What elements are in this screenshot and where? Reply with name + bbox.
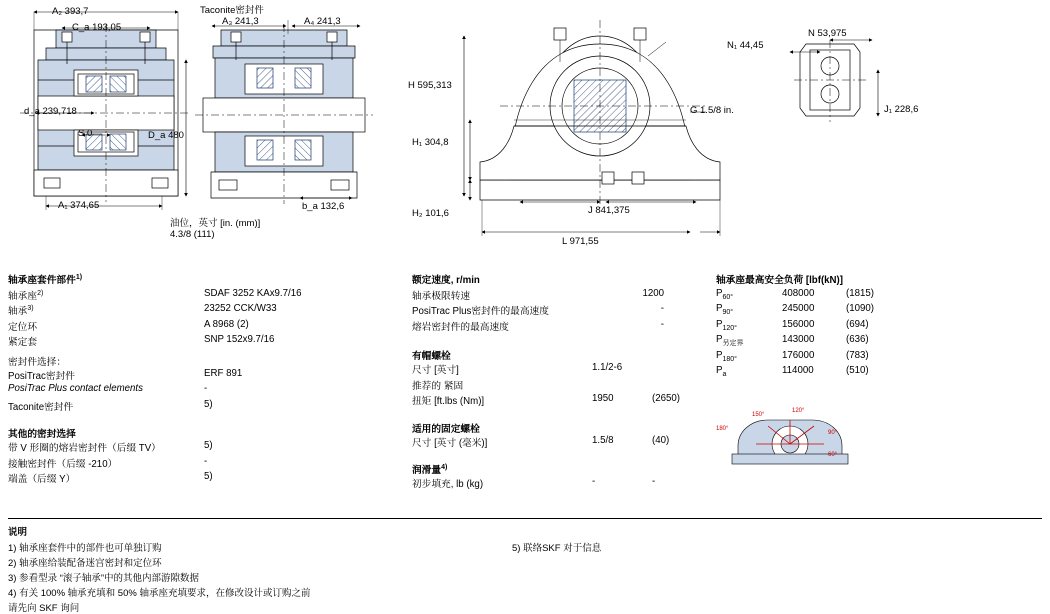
- seal-header: 密封件选择：: [8, 356, 67, 368]
- technical-drawings: [0, 0, 1050, 262]
- dim-h2: H₂ 101,6: [412, 208, 449, 219]
- hold-down-bolts-title: 适用的固定螺栓: [412, 423, 480, 435]
- svg-text:120°: 120°: [792, 408, 805, 414]
- row-adapter-sleeve: 紧定套 SNP 152x9.7/16: [8, 334, 275, 348]
- row-taconite-seal: Taconite密封件 5): [8, 398, 213, 413]
- row-end-cover: 端盖（后缀 Y） 5): [8, 471, 213, 485]
- row-cap-size: 尺寸 [英寸] 1.1/2-6: [412, 362, 623, 376]
- dim-g: G 1.5/8 in.: [690, 105, 734, 116]
- row-p120: $P_{120^\circ}$ 156000 (694): [716, 318, 869, 332]
- row-bearing-limit-speed: 轴承极限转速 1200: [412, 287, 664, 302]
- footnote-right: 5) 联络SKF 对于信息: [512, 543, 602, 554]
- max-safe-load-table: [716, 272, 1046, 381]
- footnote-title: 说明: [8, 527, 28, 538]
- row-housing: 轴承座$^{2)}$ SDAF 3252 KAx9.7/16: [8, 287, 302, 302]
- row-contact-seal: 接触密封件（后缀 -210） -: [8, 455, 208, 470]
- dim-h: H 595,313: [408, 80, 452, 91]
- row-cap-torque: 扭矩 [ft.lbs (Nm)] 1950 (2650): [412, 393, 681, 407]
- row-v-ring-seal: 带 V 形圈的熔岩密封件（后缀 TV） 5): [8, 440, 213, 454]
- row-p180: $P_{180^\circ}$ 176000 (783): [716, 349, 869, 363]
- row-lava-seal-speed: 熔岩密封件的最高速度 -: [412, 318, 664, 333]
- speed-title: 额定速度, r/min: [412, 275, 480, 286]
- oil-level-value: 4.3/8 (111): [170, 229, 215, 240]
- footnote-4: 4) 有关 100% 轴承充填和 50% 轴承座充填要求，在修改设计或订购之前: [8, 588, 311, 599]
- svg-text:60°: 60°: [828, 452, 838, 458]
- lubrication-title: 润滑量$^{4)}$: [412, 463, 448, 476]
- dim-da-big: D_a 480: [148, 130, 184, 141]
- row-positrac-seal: PosiTrac密封件 ERF 891: [8, 367, 243, 382]
- right-table-title: 轴承座最高安全负荷 [lbf(kN)]: [716, 275, 844, 286]
- row-bolt-size: 尺寸 [英寸 (毫米)] 1.5/8 (40): [412, 434, 670, 449]
- footnote-1: 1) 轴承座套件中的部件也可单独订购: [8, 543, 162, 554]
- speed-and-bolts-table: [412, 272, 712, 492]
- footer-divider: [8, 518, 1042, 519]
- dim-a4: A₄ 241,3: [304, 16, 341, 27]
- dim-n: N 53,975: [808, 28, 847, 39]
- taconite-title: Taconite密封件: [200, 5, 264, 16]
- svg-text:180°: 180°: [716, 426, 729, 432]
- dim-j: J 841,375: [588, 205, 630, 216]
- dim-a2: A₂ 393,7: [52, 6, 89, 17]
- dim-l: L 971,55: [562, 236, 599, 247]
- row-initial-fill: 初步填充, lb (kg) - -: [412, 476, 656, 490]
- row-p90: $P_{90^\circ}$ 245000 (1090): [716, 303, 875, 316]
- dim-ca: C_a 193,05: [72, 22, 122, 33]
- row-p150: $P_{另定界}$ 143000 (636): [716, 334, 869, 347]
- dim-j1: J₁ 228,6: [884, 104, 919, 115]
- left-table-title: 轴承座套件部件$^{1)}$: [8, 273, 83, 286]
- footnote-2: 2) 轴承座给装配备迷宫密封和定位环: [8, 558, 162, 569]
- row-cap-tighten: 推荐的 紧固: [412, 380, 464, 392]
- dim-h1: H₁ 304,8: [412, 137, 449, 148]
- row-positrac-plus: PosiTrac Plus contact elements -: [8, 383, 208, 394]
- dim-da-small: d_a 239,718: [24, 106, 77, 117]
- row-p60: $P_{60^\circ}$ 408000 (1815): [716, 287, 875, 301]
- dim-s: S 0: [78, 128, 93, 139]
- dim-a1: A₁ 374,65: [58, 200, 100, 211]
- row-positrac-plus-speed: PosiTrac Plus密封件的最高速度 -: [412, 303, 664, 317]
- row-bearing: 轴承$^{3)}$ 23252 CCK/W33: [8, 303, 277, 317]
- footnote-3: 3) 参看型录 “滚子轴承”中的其他内部游隙数据: [8, 573, 200, 584]
- footnote-5: 请先向 SKF 询问: [8, 603, 80, 614]
- dim-ba: b_a 132,6: [302, 201, 345, 212]
- oil-level-title: 油位，英寸 [in. (mm)]: [170, 218, 261, 229]
- row-pa: $P_a$ 114000 (510): [716, 365, 869, 378]
- dim-a3: A₃ 241,3: [222, 16, 259, 27]
- other-seals-header: 其他的密封选择: [8, 429, 76, 440]
- dim-n1: N₁ 44,45: [727, 40, 764, 51]
- svg-text:150°: 150°: [752, 412, 765, 418]
- cap-bolts-title: 有帽螺栓: [412, 351, 451, 362]
- svg-text:90°: 90°: [828, 430, 838, 436]
- bearing-unit-parts-table: [8, 272, 378, 487]
- load-angle-diagram: [716, 404, 856, 466]
- row-locating-ring: 定位环 A 8968 (2): [8, 318, 249, 333]
